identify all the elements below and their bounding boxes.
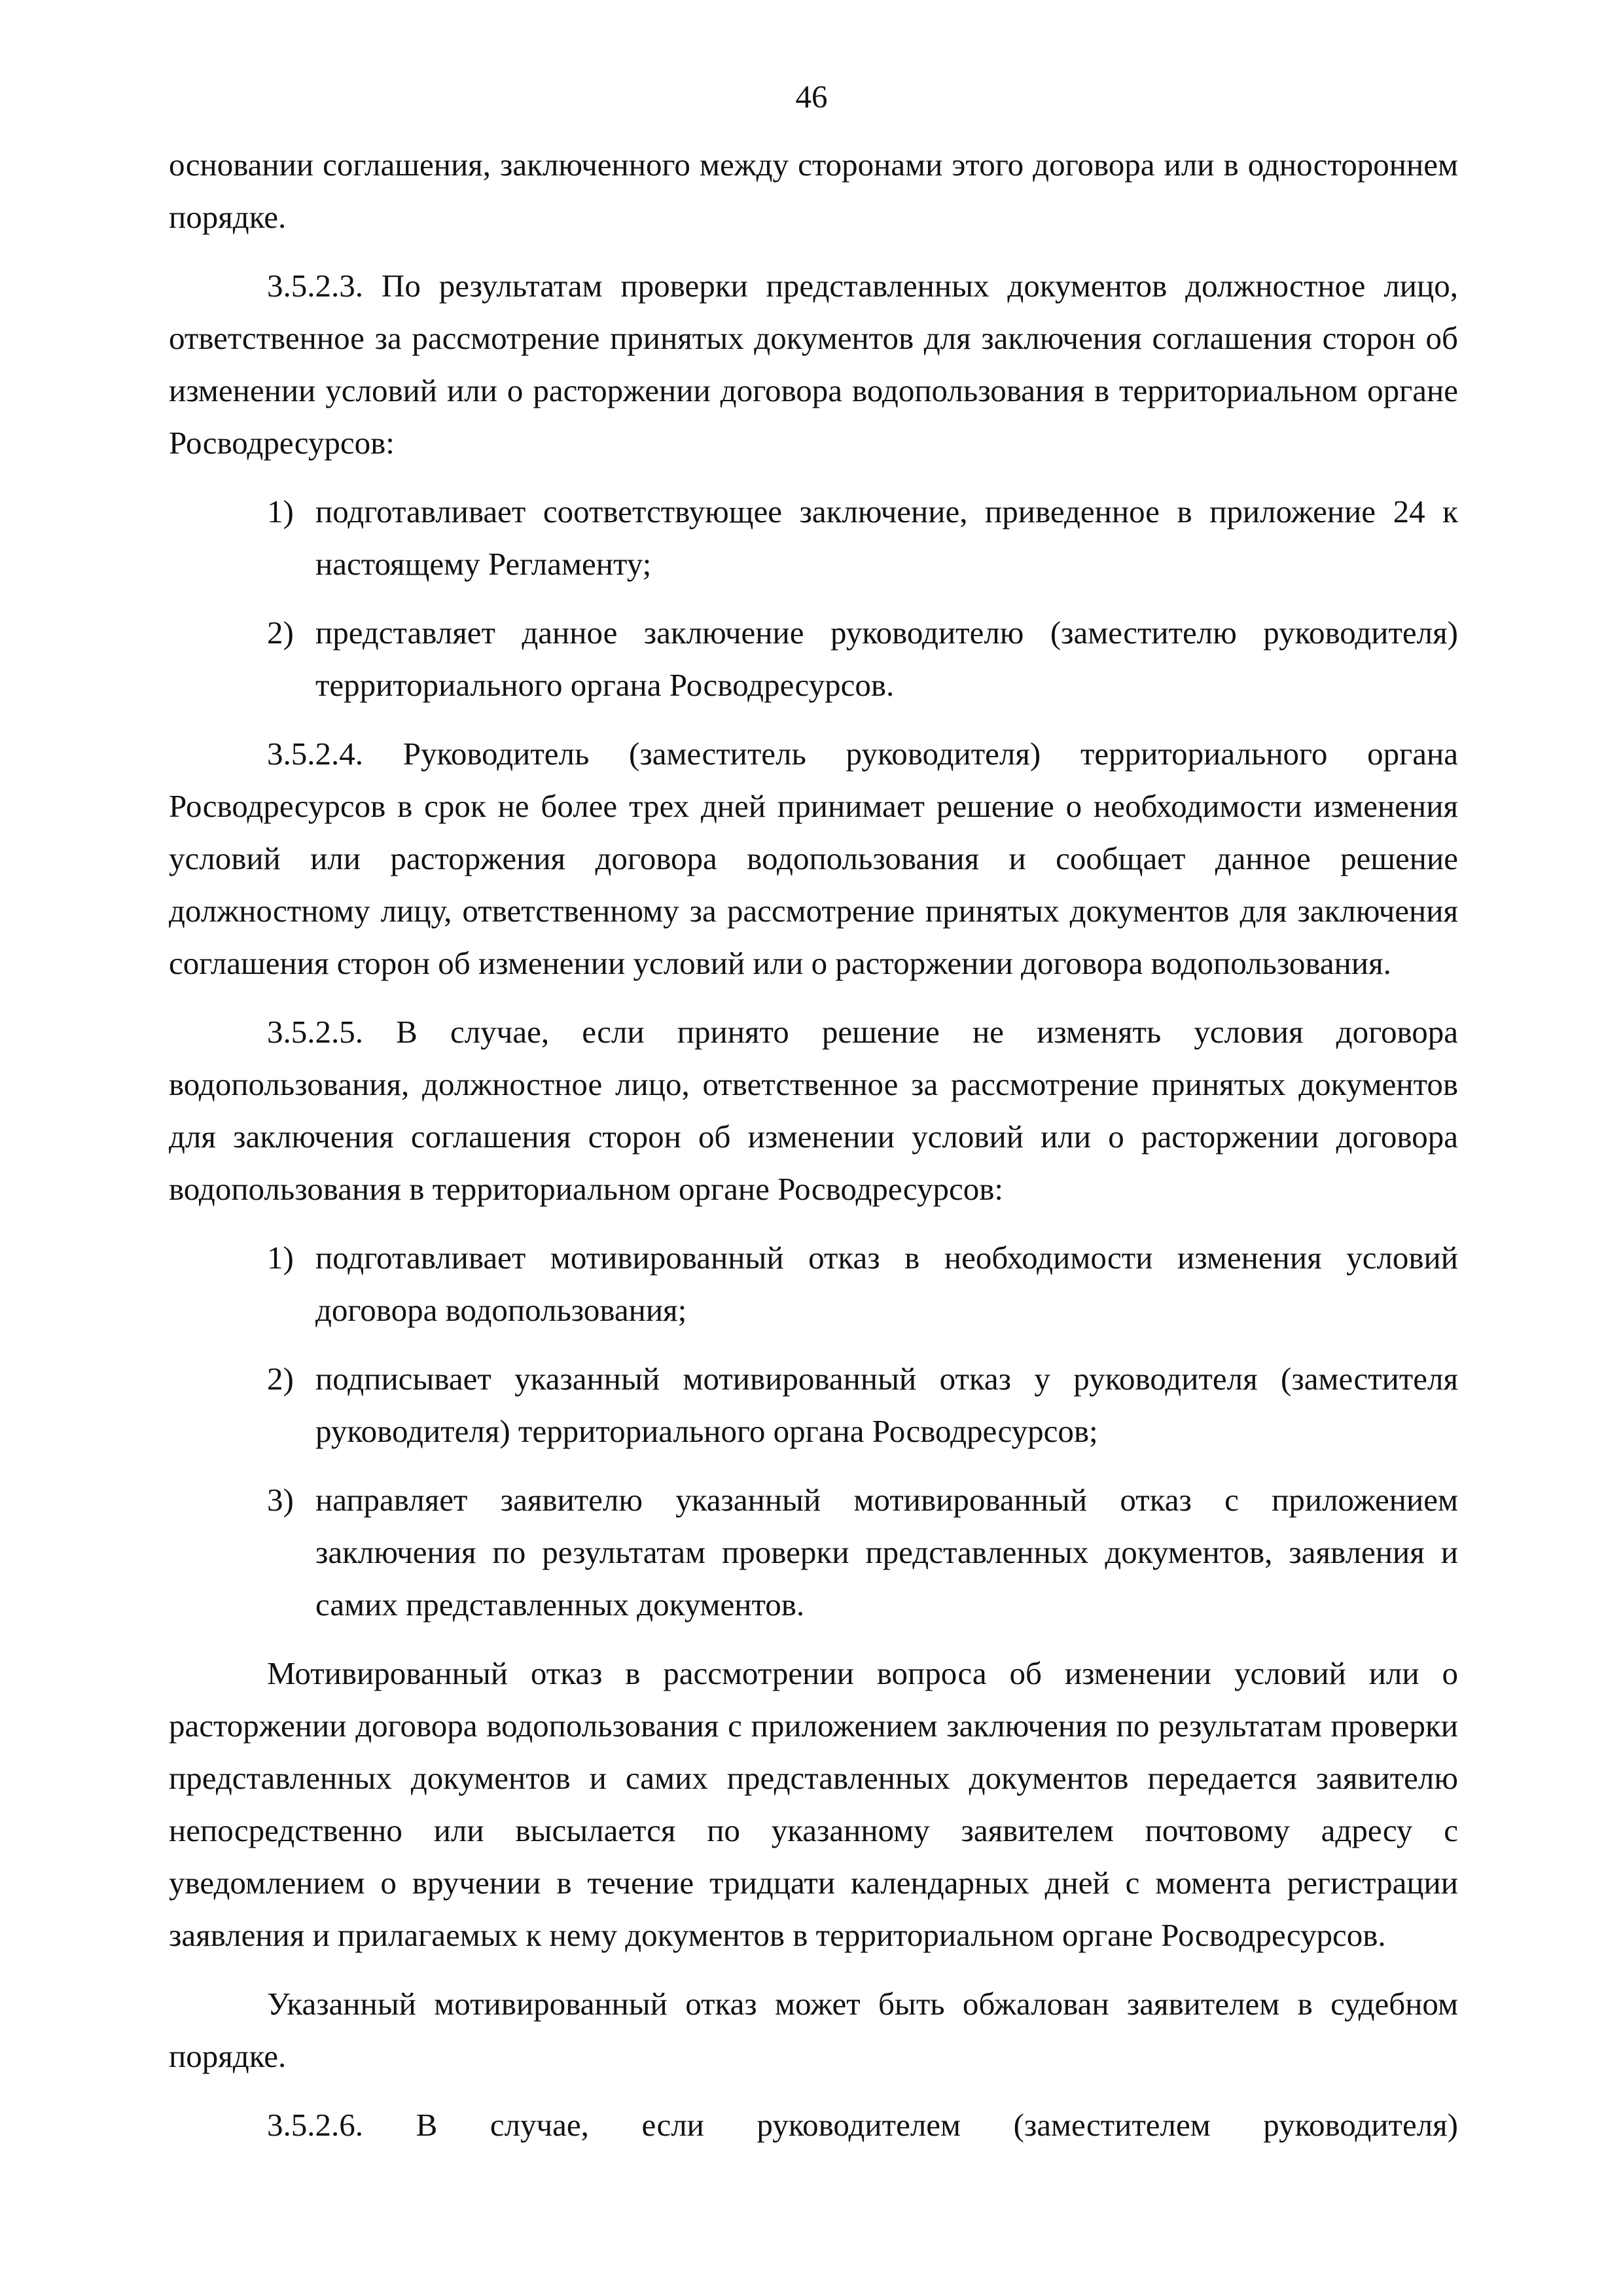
list-item-text: представляет данное заключение руководителю (заместителю руководителя) территориального органа Росводресурсов.	[315, 615, 1458, 703]
paragraph-3-5-2-4: 3.5.2.4. Руководитель (заместитель руководителя) территориального органа Росводресурсов в срок не более трех дней принимает решение о необходимости изменения условий или расторжения договора водопользования и сообщает данное решение должностному лицу, ответственному за рассмотрение принятых документов для заключения соглашения сторон об изменении условий или о расторжении договора водопользования.	[169, 736, 1458, 981]
paragraph-appeal: Указанный мотивированный отказ может быть обжалован заявителем в судебном порядке.	[169, 1986, 1458, 2074]
list-item-number: 1)	[267, 1240, 294, 1276]
paragraph-continuation: основании соглашения, заключенного между сторонами этого договора или в одностороннем порядке.	[169, 147, 1458, 235]
list-item	[169, 1232, 1458, 1336]
list-item-text: подписывает указанный мотивированный отказ у руководителя (заместителя руководителя) территориального органа Росводресурсов;	[315, 1361, 1458, 1449]
paragraph-3-5-2-3: 3.5.2.3. По результатам проверки представленных документов должностное лицо, ответственное за рассмотрение принятых документов для заключения соглашения сторон об изменении условий или о расторжении договора водопользования в территориальном органе Росводресурсов:	[169, 268, 1458, 461]
list-item-number: 3)	[267, 1482, 294, 1518]
list-item-number: 1)	[267, 493, 294, 529]
list-item-text: направляет заявителю указанный мотивированный отказ с приложением заключения по результатам проверки представленных документов, заявления и самих представленных документов.	[315, 1482, 1458, 1623]
paragraph-motivated-refusal: Мотивированный отказ в рассмотрении вопроса об изменении условий или о расторжении договора водопользования с приложением заключения по результатам проверки представленных документов и самих представленных документов передается заявителю непосредственно или высылается по указанному заявителем почтовому адресу с уведомлением о вручении в течение тридцати календарных дней с момента регистрации заявления и прилагаемых к нему документов в территориальном органе Росводресурсов.	[169, 1655, 1458, 1953]
list-item	[169, 1474, 1458, 1631]
list-item	[169, 1353, 1458, 1458]
list-item	[169, 486, 1458, 590]
document-body	[169, 139, 1458, 2168]
list-item-number: 2)	[267, 615, 294, 651]
list-item-number: 2)	[267, 1361, 294, 1397]
paragraph-3-5-2-6: 3.5.2.6. В случае, если руководителем (заместителем руководителя)	[267, 2107, 1458, 2143]
page-number: 46	[795, 79, 828, 115]
list-item-text: подготавливает мотивированный отказ в необходимости изменения условий договора водопользования;	[315, 1240, 1458, 1328]
paragraph-3-5-2-5: 3.5.2.5. В случае, если принято решение не изменять условия договора водопользования, должностное лицо, ответственное за рассмотрение принятых документов для заключения соглашения сторон об изменении условий или о расторжении договора водопользования в территориальном органе Росводресурсов:	[169, 1014, 1458, 1207]
list-item-text: подготавливает соответствующее заключение, приведенное в приложение 24 к настоящему Регламенту;	[315, 493, 1458, 582]
list-item	[169, 607, 1458, 711]
